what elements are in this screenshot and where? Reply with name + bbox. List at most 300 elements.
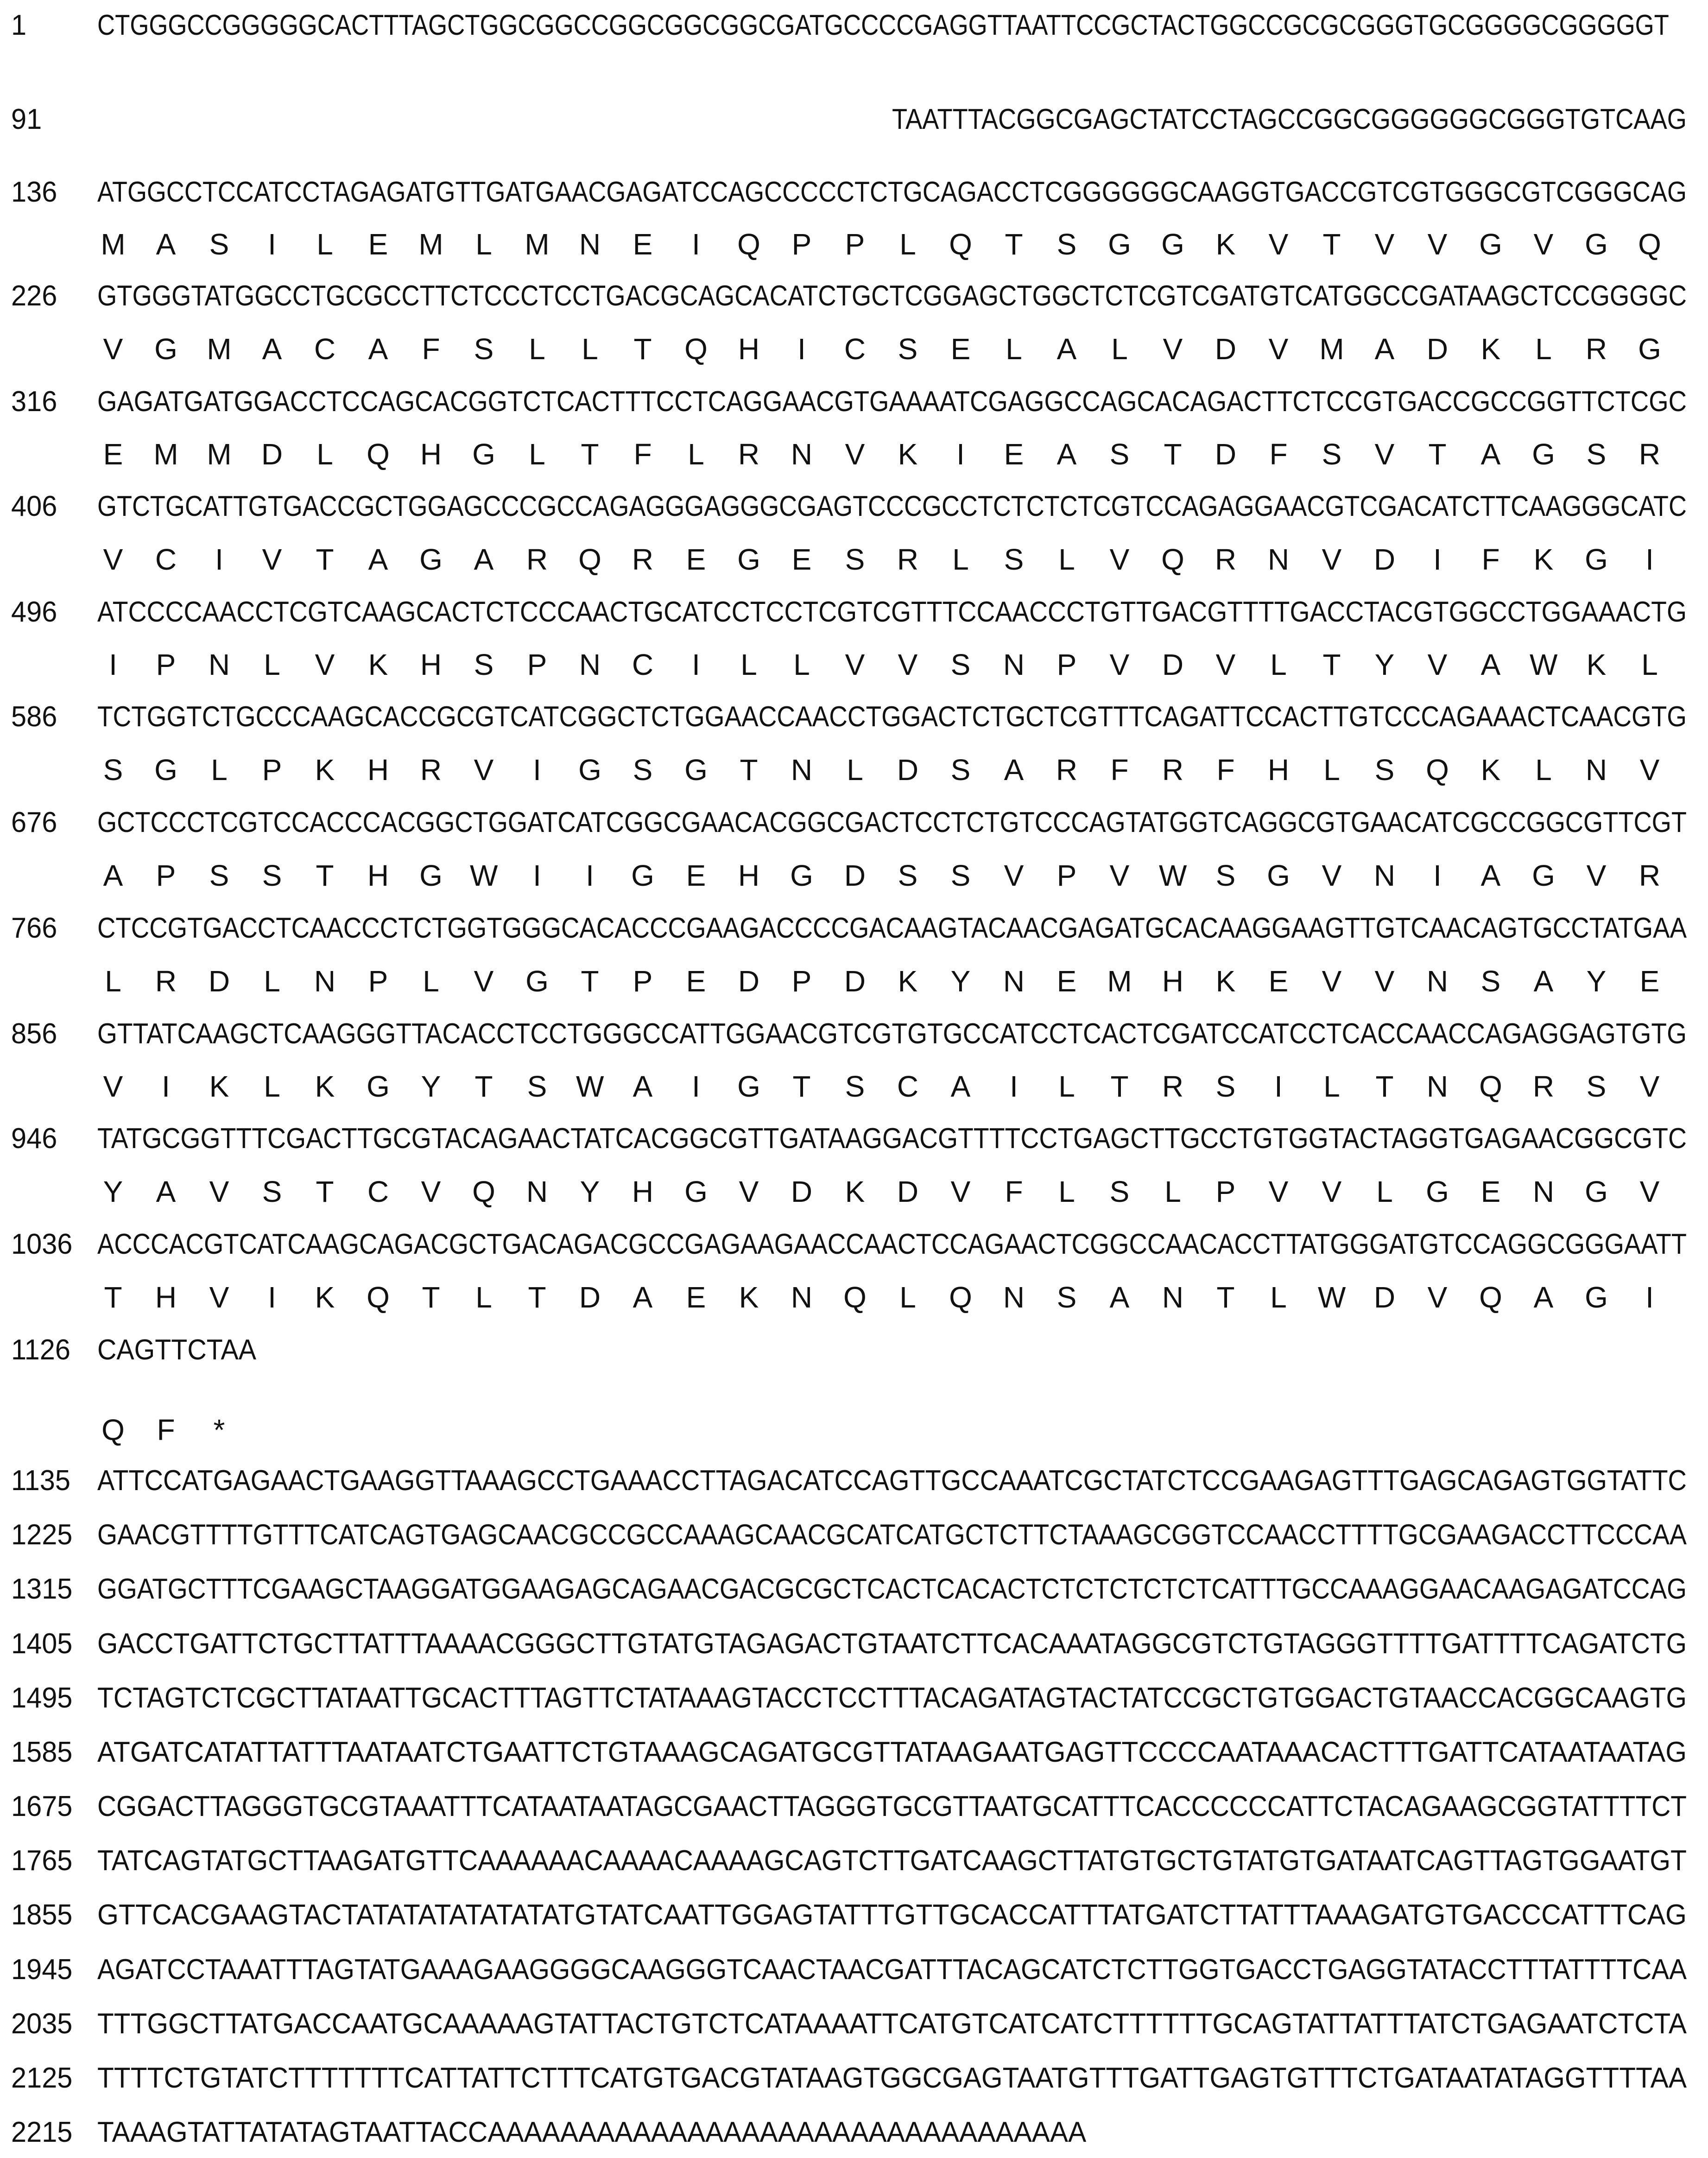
amino-acid: H bbox=[367, 753, 389, 787]
amino-acid: L bbox=[264, 648, 280, 681]
amino-acid: S bbox=[898, 332, 918, 366]
amino-acid: K bbox=[1480, 332, 1501, 366]
amino-acid: S bbox=[898, 859, 918, 892]
position-number: 1 bbox=[11, 9, 27, 41]
amino-acid: I bbox=[692, 228, 700, 261]
nucleotide-sequence: TAATTTACGGCGAGCTATCCTAGCCGGCGGGGGGCGGGTGTCAAG bbox=[892, 103, 1687, 135]
amino-acid: L bbox=[475, 1281, 492, 1314]
nucleotide-line bbox=[0, 1113, 1708, 1164]
nucleotide-line bbox=[0, 1673, 1708, 1724]
amino-acid: G bbox=[631, 859, 654, 892]
amino-acid: F bbox=[1005, 1175, 1023, 1208]
position-number: 856 bbox=[11, 1018, 57, 1050]
amino-acid: M bbox=[101, 228, 126, 261]
amino-acid: T bbox=[1005, 228, 1023, 261]
nucleotide-line bbox=[0, 1510, 1708, 1561]
amino-acid: L bbox=[1641, 648, 1658, 681]
amino-acid: D bbox=[1426, 332, 1449, 366]
amino-acid: H bbox=[155, 1281, 177, 1314]
amino-acid: F bbox=[1269, 438, 1288, 471]
nucleotide-sequence: TATCAGTATGCTTAAGATGTTCAAAAAACAAAACAAAAGCAGTCTTGATCAAGCTTATGTGCTGTATGTGATAATCAGTTAGTGGAATGT bbox=[97, 1845, 1687, 1877]
position-number: 316 bbox=[11, 386, 57, 418]
position-number: 91 bbox=[11, 103, 42, 135]
amino-acid: L bbox=[211, 753, 228, 787]
position-number: 1855 bbox=[11, 1899, 73, 1931]
amino-acid: K bbox=[1586, 648, 1607, 681]
amino-acid: A bbox=[1533, 1281, 1554, 1314]
position-number: 406 bbox=[11, 490, 57, 522]
amino-acid: S bbox=[1215, 859, 1236, 892]
amino-acid: S bbox=[1056, 1281, 1077, 1314]
amino-acid: G bbox=[419, 859, 443, 892]
nucleotide-sequence: GGATGCTTTCGAAGCTAAGGATGGAAGAGCAGAACGACGCGCTCACTCACACTCTCTCTCTCTCATTTGCCAAAGGAACAAGAGATCCAG bbox=[97, 1573, 1687, 1605]
amino-acid: D bbox=[208, 965, 230, 998]
amino-acid: H bbox=[738, 332, 760, 366]
amino-acid: V bbox=[1374, 228, 1395, 261]
nucleotide-line bbox=[0, 376, 1708, 427]
amino-acid: T bbox=[422, 1281, 440, 1314]
amino-acid: P bbox=[262, 753, 282, 787]
amino-acid: W bbox=[1159, 859, 1187, 892]
amino-acid: G bbox=[1108, 228, 1131, 261]
amino-acid: L bbox=[1270, 648, 1287, 681]
amino-acid: H bbox=[632, 1175, 654, 1208]
amino-acid: N bbox=[1267, 543, 1290, 576]
amino-acid: E bbox=[950, 332, 971, 366]
amino-acid: D bbox=[1373, 1281, 1396, 1314]
amino-acid: V bbox=[1322, 1175, 1342, 1208]
amino-acid: G bbox=[419, 543, 443, 576]
amino-acid: D bbox=[844, 859, 866, 892]
amino-acid: T bbox=[581, 965, 599, 998]
amino-acid: I bbox=[268, 1281, 276, 1314]
amino-acid: S bbox=[1586, 1070, 1607, 1103]
amino-acid: I bbox=[533, 859, 541, 892]
position-number: 2035 bbox=[11, 2008, 73, 2040]
amino-acid: V bbox=[845, 438, 865, 471]
amino-acid: M bbox=[418, 228, 443, 261]
amino-acid: E bbox=[633, 228, 653, 261]
nucleotide-line bbox=[0, 587, 1708, 638]
amino-acid: P bbox=[156, 859, 176, 892]
amino-acid: D bbox=[738, 965, 760, 998]
amino-acid: H bbox=[1267, 753, 1290, 787]
protein-line bbox=[0, 956, 1708, 1007]
amino-acid: E bbox=[1268, 965, 1289, 998]
nucleotide-line bbox=[0, 94, 1708, 145]
amino-acid: G bbox=[154, 753, 177, 787]
amino-acid: A bbox=[156, 228, 176, 261]
amino-acid: S bbox=[845, 1070, 865, 1103]
amino-acid: E bbox=[686, 543, 706, 576]
position-number: 1945 bbox=[11, 1954, 73, 1986]
amino-acid: H bbox=[367, 859, 389, 892]
protein-line bbox=[0, 1166, 1708, 1217]
amino-acid: V bbox=[845, 648, 865, 681]
amino-acid: T bbox=[528, 1281, 546, 1314]
position-number: 1225 bbox=[11, 1519, 73, 1551]
amino-acid: G bbox=[1532, 859, 1555, 892]
amino-acid: I bbox=[162, 1070, 170, 1103]
amino-acid: G bbox=[154, 332, 177, 366]
amino-acid: D bbox=[1215, 332, 1237, 366]
amino-acid: L bbox=[688, 438, 704, 471]
amino-acid: Q bbox=[578, 543, 601, 576]
nucleotide-sequence: GTTATCAAGCTCAAGGGTTACACCTCCTGGGCCATTGGAACGTCGTGTGCCATCCTCACTCGATCCATCCTCACCAACCAGAGGAGTGTG bbox=[97, 1018, 1687, 1050]
amino-acid: V bbox=[1109, 859, 1130, 892]
amino-acid: G bbox=[1585, 1281, 1608, 1314]
nucleotide-line bbox=[0, 1835, 1708, 1886]
amino-acid: P bbox=[633, 965, 653, 998]
amino-acid: L bbox=[899, 228, 916, 261]
amino-acid: K bbox=[845, 1175, 865, 1208]
nucleotide-line bbox=[0, 797, 1708, 848]
amino-acid: V bbox=[1268, 228, 1289, 261]
amino-acid: I bbox=[215, 543, 223, 576]
nucleotide-line bbox=[0, 1564, 1708, 1615]
amino-acid: V bbox=[1639, 1070, 1660, 1103]
amino-acid: C bbox=[897, 1070, 919, 1103]
amino-acid: V bbox=[1004, 859, 1024, 892]
amino-acid: G bbox=[1532, 438, 1555, 471]
amino-acid: L bbox=[1058, 1070, 1075, 1103]
amino-acid: R bbox=[738, 438, 760, 471]
amino-acid: Q bbox=[1161, 543, 1184, 576]
amino-acid: D bbox=[791, 1175, 813, 1208]
amino-acid: V bbox=[315, 648, 335, 681]
amino-acid: A bbox=[633, 1281, 653, 1314]
amino-acid: V bbox=[1268, 332, 1289, 366]
amino-acid: L bbox=[475, 228, 492, 261]
amino-acid: N bbox=[791, 1281, 813, 1314]
nucleotide-line bbox=[0, 271, 1708, 322]
amino-acid: G bbox=[737, 543, 760, 576]
amino-acid: S bbox=[209, 228, 229, 261]
nucleotide-line bbox=[0, 0, 1708, 51]
amino-acid: V bbox=[1586, 859, 1607, 892]
protein-line bbox=[0, 219, 1708, 270]
amino-acid: P bbox=[791, 965, 812, 998]
nucleotide-sequence: CTGGGCCGGGGGCACTTTAGCTGGCGGCCGGCGGCGGCGATGCCCCGAGGTTAATTCCGCTACTGGCCGCGCGGGTGCGGGGCGGGGGT bbox=[97, 9, 1669, 41]
amino-acid: P bbox=[1056, 648, 1077, 681]
amino-acid: Y bbox=[421, 1070, 441, 1103]
amino-acid: V bbox=[1374, 438, 1395, 471]
amino-acid: G bbox=[737, 1070, 760, 1103]
amino-acid: T bbox=[1322, 228, 1341, 261]
amino-acid: C bbox=[632, 648, 654, 681]
amino-acid: A bbox=[1480, 438, 1501, 471]
amino-acid: F bbox=[422, 332, 440, 366]
amino-acid: A bbox=[1533, 965, 1554, 998]
protein-line bbox=[0, 534, 1708, 585]
amino-acid: L bbox=[1535, 753, 1552, 787]
amino-acid: V bbox=[421, 1175, 441, 1208]
amino-acid: S bbox=[474, 648, 494, 681]
nucleotide-line bbox=[0, 903, 1708, 954]
amino-acid: I bbox=[797, 332, 806, 366]
nucleotide-line bbox=[0, 2107, 1708, 2158]
amino-acid: S bbox=[845, 543, 865, 576]
amino-acid: S bbox=[950, 859, 971, 892]
amino-acid: V bbox=[1374, 965, 1395, 998]
nucleotide-sequence: GTGGGTATGGCCTGCGCCTTCTCCCTCCTGACGCAGCACATCTGCTCGGAGCTGGCTCTCGTCGATGTCATGGCCGATAAGCTCCGGGGC bbox=[97, 280, 1687, 312]
nucleotide-line bbox=[0, 1455, 1708, 1506]
amino-acid: T bbox=[581, 438, 599, 471]
amino-acid: K bbox=[1533, 543, 1554, 576]
amino-acid: P bbox=[527, 648, 547, 681]
amino-acid: L bbox=[264, 1070, 280, 1103]
amino-acid: Y bbox=[950, 965, 971, 998]
amino-acid: Y bbox=[1374, 648, 1395, 681]
amino-acid: E bbox=[686, 859, 706, 892]
amino-acid: L bbox=[1270, 1281, 1287, 1314]
amino-acid: Q bbox=[1479, 1070, 1502, 1103]
nucleotide-sequence: TTTGGCTTATGACCAATGCAAAAAGTATTACTGTCTCATAAAATTCATGTCATCATCTTTTTTGCAGTATTATTTATCTGAGAATCTCTA bbox=[97, 2008, 1687, 2040]
amino-acid: E bbox=[368, 228, 388, 261]
nucleotide-sequence: GTTCACGAAGTACTATATATATATATATGTATCAATTGGAGTATTTGTTGCACCATTTATGATCTTATTTAAAGATGTGACCCATTTCAG bbox=[97, 1899, 1687, 1931]
amino-acid: S bbox=[1004, 543, 1024, 576]
amino-acid: P bbox=[1056, 859, 1077, 892]
amino-acid: R bbox=[1162, 1070, 1184, 1103]
amino-acid: I bbox=[1645, 543, 1654, 576]
amino-acid: I bbox=[533, 753, 541, 787]
amino-acid: G bbox=[1161, 228, 1184, 261]
position-number: 1135 bbox=[11, 1465, 70, 1497]
nucleotide-sequence: GAACGTTTTGTTTCATCAGTGAGCAACGCCGCCAAAGCAACGCATCATGCTCTTCTAAAGCGGTCCAACCTTTTGCGAAGACCTTCCCAA bbox=[97, 1519, 1687, 1551]
amino-acid: R bbox=[420, 753, 442, 787]
amino-acid: T bbox=[316, 859, 334, 892]
amino-acid: I bbox=[586, 859, 594, 892]
amino-acid: N bbox=[1162, 1281, 1184, 1314]
amino-acid: S bbox=[1109, 438, 1130, 471]
amino-acid: A bbox=[1056, 438, 1077, 471]
amino-acid: I bbox=[1645, 1281, 1654, 1314]
amino-acid: G bbox=[1585, 543, 1608, 576]
nucleotide-sequence: TTTTCTGTATCTTTTTTTCATTATTCTTTCATGTGACGTATAAGTGGCGAGTAATGTTTGATTGAGTGTTTCTGATAATATAGGTTTTAA bbox=[97, 2062, 1687, 2094]
amino-acid: R bbox=[1585, 332, 1607, 366]
position-number: 766 bbox=[11, 912, 57, 944]
position-number: 1585 bbox=[11, 1736, 73, 1768]
amino-acid: W bbox=[576, 1070, 604, 1103]
amino-acid: K bbox=[898, 965, 918, 998]
amino-acid: K bbox=[315, 1070, 335, 1103]
amino-acid: S bbox=[1322, 438, 1342, 471]
amino-acid: F bbox=[1481, 543, 1500, 576]
position-number: 1036 bbox=[11, 1228, 73, 1260]
amino-acid: S bbox=[1480, 965, 1501, 998]
amino-acid: T bbox=[1110, 1070, 1129, 1103]
amino-acid: L bbox=[1006, 332, 1022, 366]
nucleotide-sequence: CGGACTTAGGGTGCGTAAATTTCATAATAATAGCGAACTTAGGGTGCGTTAATGCATTTCACCCCCCATTCTACAGAAGCGGTATTTTCT bbox=[97, 1790, 1687, 1822]
amino-acid: G bbox=[1479, 228, 1502, 261]
amino-acid: R bbox=[897, 543, 919, 576]
amino-acid: H bbox=[420, 648, 442, 681]
amino-acid: S bbox=[262, 859, 282, 892]
nucleotide-sequence: TAAAGTATTATATAGTAATTACCAAAAAAAAAAAAAAAAAAAAAAAAAAAAAAAAA bbox=[97, 2116, 1087, 2148]
amino-acid: K bbox=[1480, 753, 1501, 787]
amino-acid: A bbox=[368, 332, 388, 366]
amino-acid: L bbox=[582, 332, 598, 366]
amino-acid: D bbox=[844, 965, 866, 998]
nucleotide-sequence: GCTCCCTCGTCCACCCACGGCTGGATCATCGGCGAACACGGCGACTCCTCTGTCCCAGTATGGTCAGGCGTGAACATCGCCGGCGTTCGT bbox=[97, 806, 1687, 838]
amino-acid: R bbox=[632, 543, 654, 576]
amino-acid: V bbox=[474, 753, 494, 787]
nucleotide-line bbox=[0, 1618, 1708, 1669]
amino-acid: L bbox=[1164, 1175, 1181, 1208]
nucleotide-sequence: TCTGGTCTGCCCAAGCACCGCGTCATCGGCTCTGGAACCAACCTGGACTCTGCTCGTTTCAGATTCCACTTGTCCCAGAAACTCAACGTG bbox=[97, 701, 1687, 733]
amino-acid: Q bbox=[472, 1175, 495, 1208]
amino-acid: N bbox=[791, 438, 813, 471]
amino-acid: R bbox=[155, 965, 177, 998]
amino-acid: S bbox=[103, 753, 123, 787]
position-number: 1675 bbox=[11, 1790, 73, 1822]
amino-acid: S bbox=[1215, 1070, 1236, 1103]
amino-acid: V bbox=[262, 543, 282, 576]
amino-acid: N bbox=[1003, 965, 1025, 998]
amino-acid: L bbox=[1058, 543, 1075, 576]
amino-acid: D bbox=[579, 1281, 601, 1314]
amino-acid: I bbox=[268, 228, 276, 261]
amino-acid: L bbox=[1376, 1175, 1393, 1208]
amino-acid: Y bbox=[1586, 965, 1607, 998]
position-number: 226 bbox=[11, 280, 57, 312]
amino-acid: S bbox=[633, 753, 653, 787]
amino-acid: T bbox=[316, 1175, 334, 1208]
amino-acid: C bbox=[155, 543, 177, 576]
amino-acid: R bbox=[1162, 753, 1184, 787]
amino-acid: I bbox=[1274, 1070, 1283, 1103]
amino-acid: N bbox=[1532, 1175, 1555, 1208]
amino-acid: L bbox=[793, 648, 810, 681]
amino-acid: T bbox=[740, 753, 758, 787]
amino-acid: A bbox=[1374, 332, 1395, 366]
amino-acid: I bbox=[1433, 859, 1442, 892]
amino-acid: T bbox=[316, 543, 334, 576]
amino-acid: N bbox=[791, 753, 813, 787]
amino-acid: A bbox=[262, 332, 282, 366]
amino-acid: P bbox=[845, 228, 865, 261]
amino-acid: S bbox=[527, 1070, 547, 1103]
amino-acid: F bbox=[1110, 753, 1129, 787]
position-number: 1765 bbox=[11, 1845, 73, 1877]
amino-acid: V bbox=[1163, 332, 1183, 366]
amino-acid: D bbox=[1162, 648, 1184, 681]
amino-acid: Q bbox=[737, 228, 760, 261]
amino-acid: F bbox=[157, 1413, 175, 1447]
amino-acid: V bbox=[1109, 543, 1130, 576]
nucleotide-sequence: CAGTTCTAA bbox=[97, 1334, 256, 1366]
nucleotide-line bbox=[0, 1944, 1708, 1995]
amino-acid: K bbox=[739, 1281, 759, 1314]
amino-acid: W bbox=[1318, 1281, 1346, 1314]
amino-acid: N bbox=[1426, 965, 1449, 998]
nucleotide-line bbox=[0, 1325, 1708, 1376]
nucleotide-sequence: GTCTGCATTGTGACCGCTGGAGCCCGCCAGAGGGAGGGCGAGTCCCGCCTCTCTCTCGTCCAGAGGAACGTCGACATCTTCAAGGGCATC bbox=[97, 490, 1687, 522]
amino-acid: R bbox=[526, 543, 548, 576]
amino-acid: H bbox=[1162, 965, 1184, 998]
amino-acid: G bbox=[1267, 859, 1290, 892]
amino-acid: V bbox=[1427, 1281, 1448, 1314]
amino-acid: K bbox=[1215, 965, 1236, 998]
nucleotide-sequence: GACCTGATTCTGCTTATTTAAAACGGGCTTGTATGTAGAGACTGTAATCTTCACAAATAGGCGTCTGTAGGGTTTTGATTTTCAGATCTG bbox=[97, 1628, 1687, 1660]
amino-acid: V bbox=[103, 1070, 123, 1103]
amino-acid: L bbox=[529, 332, 545, 366]
amino-acid: K bbox=[209, 1070, 229, 1103]
amino-acid: Q bbox=[949, 1281, 972, 1314]
protein-line bbox=[0, 429, 1708, 480]
amino-acid: I bbox=[109, 648, 117, 681]
position-number: 946 bbox=[11, 1123, 57, 1155]
amino-acid: L bbox=[1111, 332, 1128, 366]
amino-acid: P bbox=[368, 965, 388, 998]
position-number: 586 bbox=[11, 701, 57, 733]
amino-acid: V bbox=[1427, 648, 1448, 681]
position-number: 136 bbox=[11, 176, 57, 208]
amino-acid: F bbox=[1216, 753, 1235, 787]
amino-acid: D bbox=[261, 438, 283, 471]
amino-acid: N bbox=[1373, 859, 1396, 892]
amino-acid: E bbox=[686, 1281, 706, 1314]
amino-acid: N bbox=[1003, 648, 1025, 681]
nucleotide-sequence: CTCCGTGACCTCAACCCTCTGGTGGGCACACCCGAAGACCCCGACAAGTACAACGAGATGCACAAGGAAGTTGTCAACAGTGCCTATGAA bbox=[97, 912, 1687, 944]
amino-acid: T bbox=[1428, 438, 1447, 471]
amino-acid: V bbox=[950, 1175, 971, 1208]
amino-acid: W bbox=[470, 859, 498, 892]
amino-acid: G bbox=[578, 753, 601, 787]
amino-acid: A bbox=[156, 1175, 176, 1208]
amino-acid: H bbox=[420, 438, 442, 471]
amino-acid: T bbox=[1375, 1070, 1394, 1103]
amino-acid: A bbox=[1004, 753, 1024, 787]
position-number: 1495 bbox=[11, 1682, 73, 1714]
nucleotide-line bbox=[0, 1890, 1708, 1941]
amino-acid: L bbox=[1323, 1070, 1340, 1103]
amino-acid: S bbox=[1056, 228, 1077, 261]
amino-acid: V bbox=[1109, 648, 1130, 681]
nucleotide-sequence: ACCCACGTCATCAAGCAGACGCTGACAGACGCCGAGAAGAACCAACTCCAGAACTCGGCCAACACCTTATGGGATGTCCAGGCGGGAATT bbox=[97, 1228, 1687, 1260]
amino-acid: A bbox=[1109, 1281, 1130, 1314]
amino-acid: L bbox=[529, 438, 545, 471]
amino-acid: N bbox=[579, 228, 601, 261]
position-number: 496 bbox=[11, 596, 57, 628]
amino-acid: R bbox=[1056, 753, 1078, 787]
stop-codon-marker: * bbox=[213, 1413, 225, 1447]
amino-acid: S bbox=[1109, 1175, 1130, 1208]
amino-acid: S bbox=[1374, 753, 1395, 787]
protein-line bbox=[0, 1061, 1708, 1112]
nucleotide-sequence: TATGCGGTTTCGACTTGCGTACAGAACTATCACGGCGTTGATAAGGACGTTTTCCTGAGCTTGCCTGTGGTACTAGGTGAGAACGGCGTC bbox=[97, 1123, 1687, 1155]
amino-acid: G bbox=[1638, 332, 1661, 366]
nucleotide-line bbox=[0, 2053, 1708, 2104]
amino-acid: V bbox=[103, 332, 123, 366]
amino-acid: R bbox=[1532, 1070, 1555, 1103]
nucleotide-sequence: ATGGCCTCCATCCTAGAGATGTTGATGAACGAGATCCAGCCCCCTCTGCAGACCTCGGGGGGCAAGGTGACCGTCGTGGGCGTCGGGCAG bbox=[97, 176, 1687, 208]
amino-acid: N bbox=[314, 965, 336, 998]
amino-acid: Q bbox=[367, 1281, 390, 1314]
amino-acid: N bbox=[1426, 1070, 1449, 1103]
amino-acid: A bbox=[1480, 859, 1501, 892]
amino-acid: E bbox=[103, 438, 123, 471]
amino-acid: L bbox=[105, 965, 121, 998]
amino-acid: W bbox=[1530, 648, 1558, 681]
amino-acid: E bbox=[686, 965, 706, 998]
amino-acid: V bbox=[898, 648, 918, 681]
amino-acid: V bbox=[209, 1175, 229, 1208]
nucleotide-line bbox=[0, 1219, 1708, 1270]
amino-acid: D bbox=[1215, 438, 1237, 471]
amino-acid: C bbox=[844, 332, 866, 366]
amino-acid: G bbox=[367, 1070, 390, 1103]
